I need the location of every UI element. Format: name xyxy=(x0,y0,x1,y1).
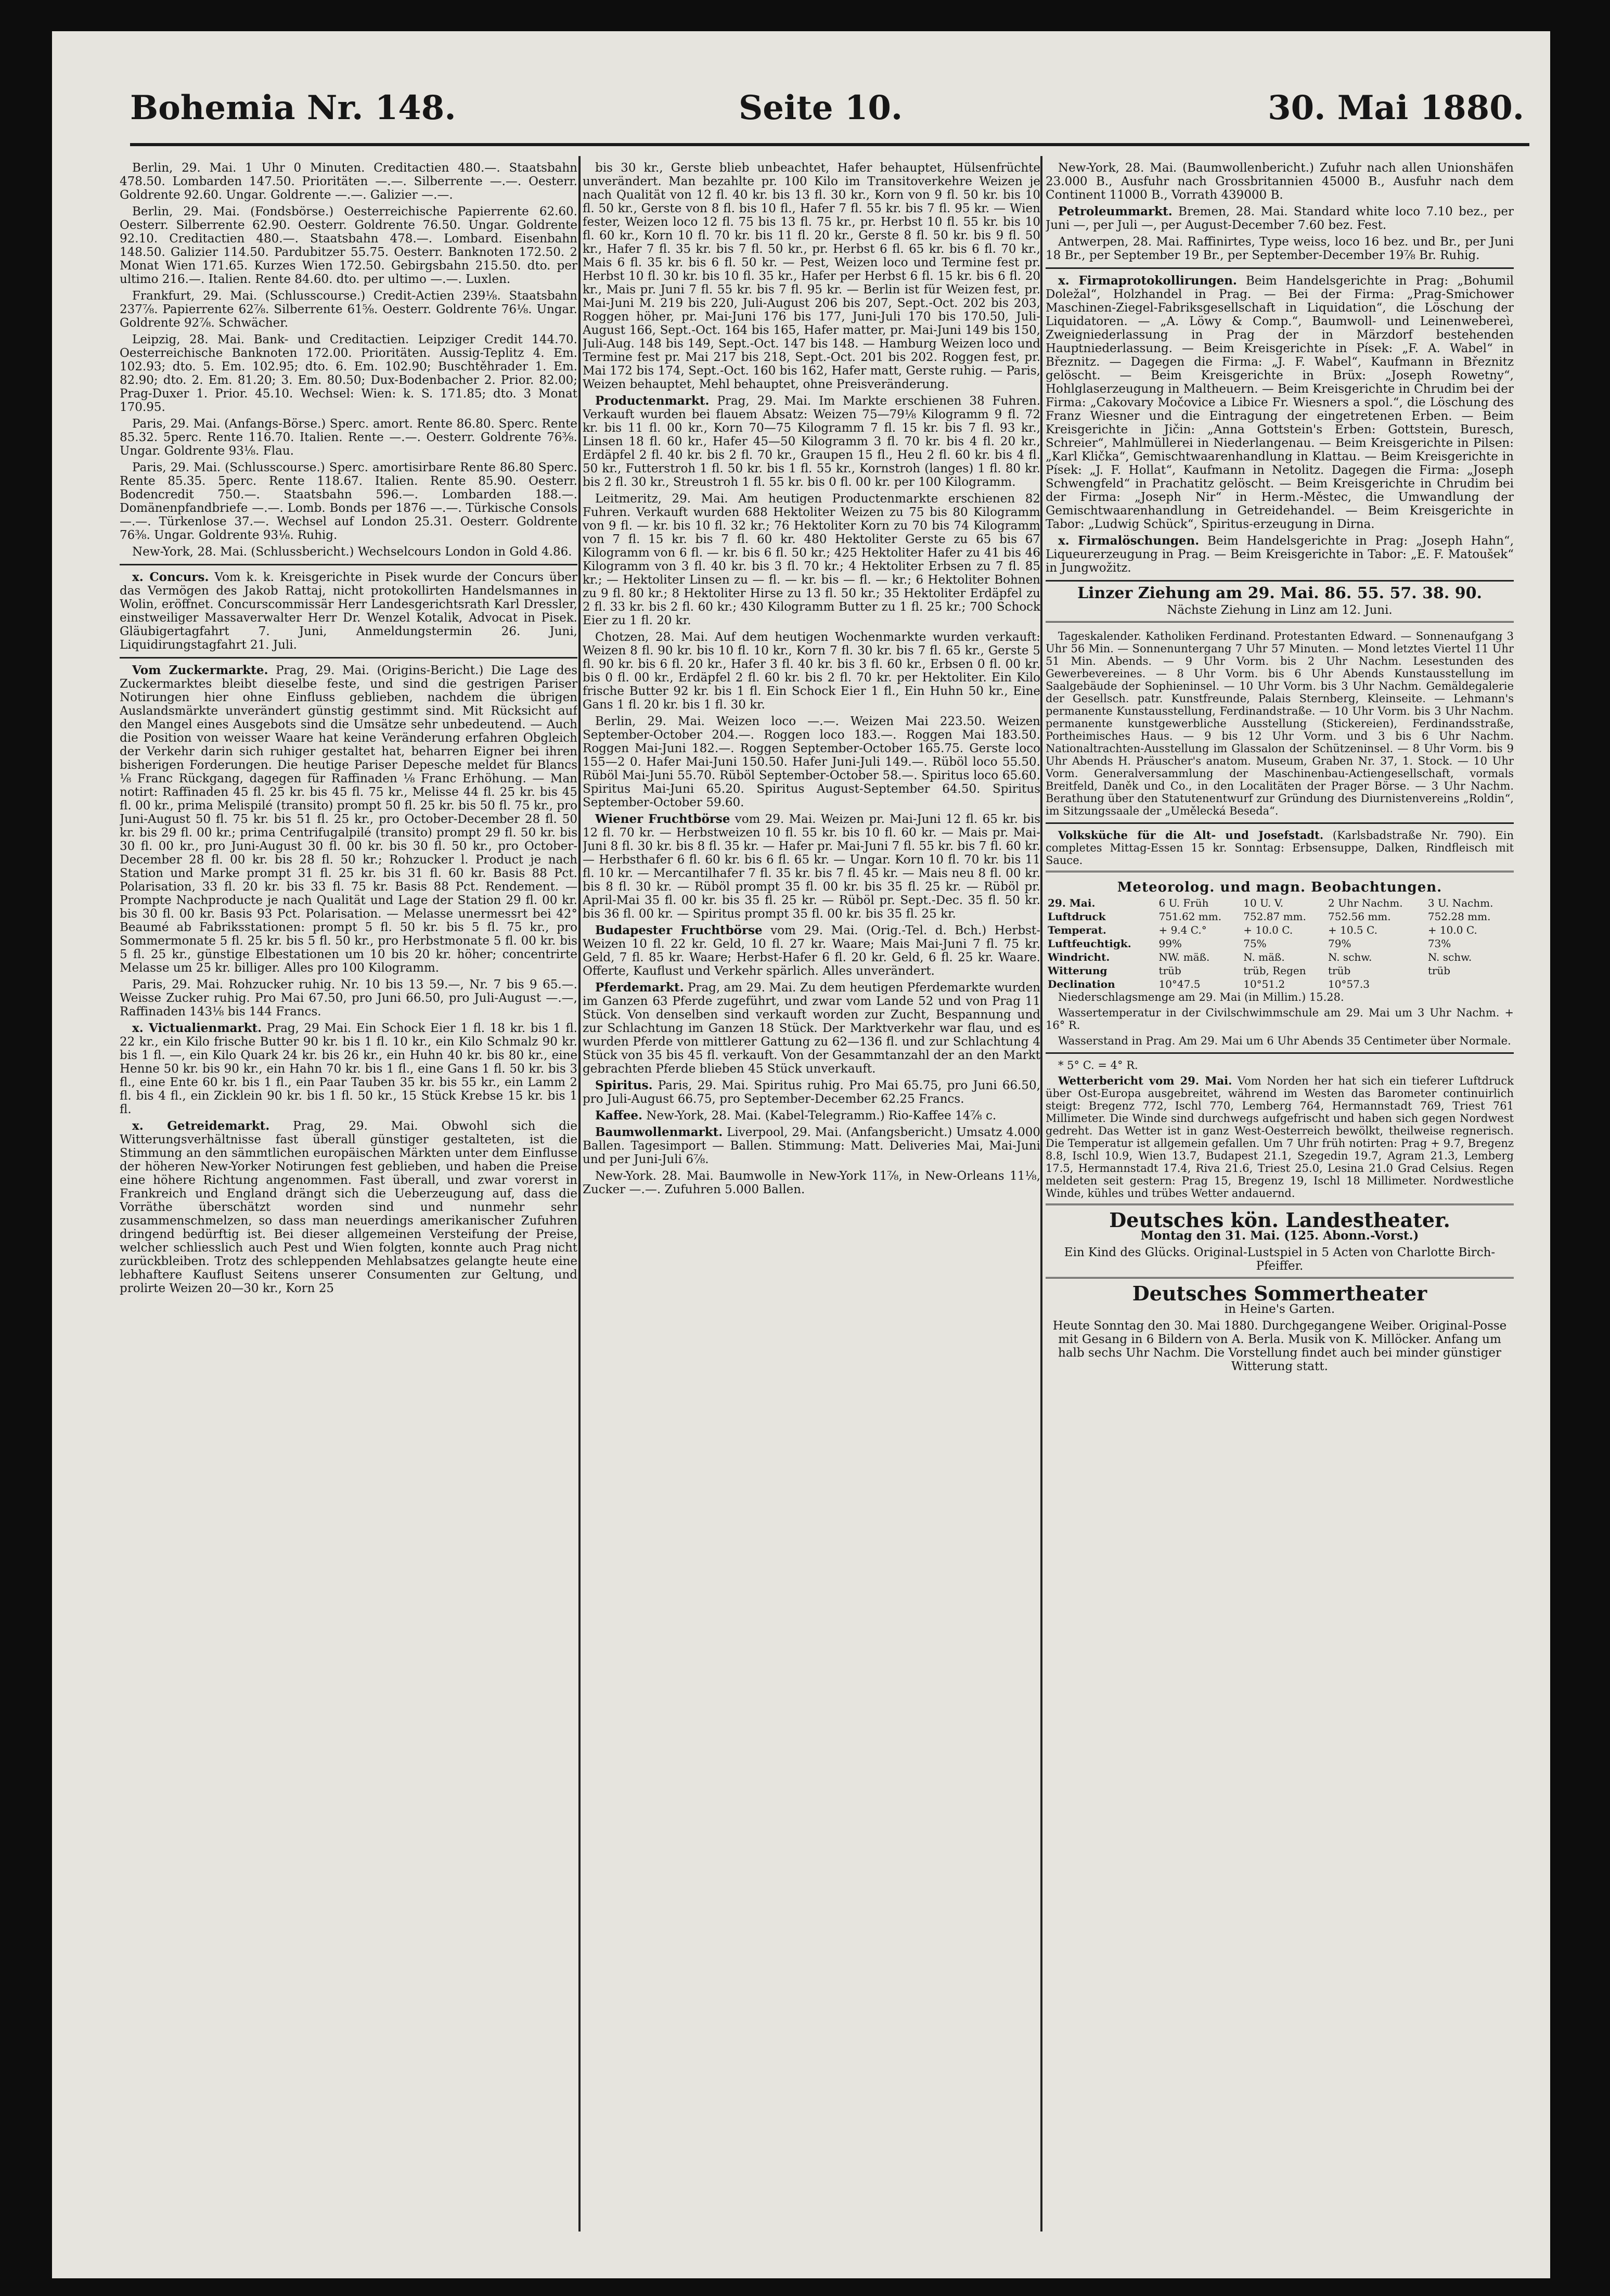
weather-observations-heading: Meteorolog. und magn. Beobachtungen. xyxy=(1117,880,1442,895)
water-temperature-note: Wassertemperatur in der Civilschwimmschule am 29. Mai um 3 Uhr Nachm. + 16° R. xyxy=(1046,1007,1514,1031)
section-divider xyxy=(1046,1277,1514,1282)
leitmeritz-report: Leitmeritz, 29. Mai. Am heutigen Productenmarkte erschienen 82 Fuhren. Verkauft wurden 688 Hektoliter Weizen zu 75 bis 80 Kilogramm von 9 fl. — kr. bis 10 fl. 32 kr.; 76 Hektoliter Korn zu 70 bis 74 Kilogramm von 7 fl. 15 kr. bis 7 fl. 60 kr. 480 Hektoliter Gerste zu 65 bis 67 Kilogramm von 6 fl. — kr. bis 6 fl. 50 kr.; 425 Hektoliter Hafer zu 41 bis 46 Kilogramm von 3 fl. 40 kr. bis 3 fl. 70 kr.; 4 Hektoliter Erbsen zu 7 fl. 85 kr.; — Hektoliter Linsen zu — fl. — kr. bis — fl. — kr.; 6 Hektoliter Bohnen zu 9 fl. 80 kr.; 8 Hektoliter Hirse zu 13 fl. 50 kr.; 35 Hektoliter Erdäpfel zu 2 fl. 33 kr. bis 2 fl. 60 kr.; 430 Kilogramm Butter zu 1 fl. 25 kr.; 700 Schock Eier zu 1 fl. 20 kr. xyxy=(583,492,1040,627)
next-draw: Nächste Ziehung in Linz am 12. Juni. xyxy=(1167,603,1393,617)
antwerp-report: Antwerpen, 28. Mai. Raffinirtes, Type weiss, loco 16 bez. und Br., per Juni 18 Br., per September 19 Br., per September-December 19⅞ Br. Ruhig. xyxy=(1046,235,1514,262)
cotton-market-report: Baumwollenmarkt. Liverpool, 29. Mai. (Anfangsbericht.) Umsatz 4.000 Ballen. Tagesimport — Ballen. Stimmung: Matt. Deliveries Mai, Mai-Juni und per Juni-Juli 6⅞. xyxy=(583,1125,1040,1166)
section-divider xyxy=(1046,621,1514,626)
stock-report: Frankfurt, 29. Mai. (Schlusscourse.) Credit-Actien 239⅛. Staatsbahn 237⅞. Papierrente 62⅞. Silberrente 61⅝. Oesterr. Goldrente 76⅛. Ungar. Goldrente 92⅞. Schwächer. xyxy=(120,289,577,330)
masthead-issue: Bohemia Nr. 148. xyxy=(130,88,456,127)
grain-market-continued: bis 30 kr., Gerste blieb unbeachtet, Hafer behauptet, Hülsenfrüchte unverändert. Man bezahlte pr. 100 Kilo im Transitoverkehre Weizen je nach Qualität von 12 fl. 40 kr. bis 13 fl. 30 kr., Korn von 9 fl. 50 kr. bis 10 fl. 50 kr., Gerste von 8 fl. bis 10 fl., Hafer 7 fl. 55 kr. bis 7 fl. 95 kr. — Wien fester, Weizen loco 12 fl. 75 bis 13 fl. 75 kr., pr. Herbst 10 fl. 55 kr. bis 10 fl. 60 kr., Korn 10 fl. 70 kr. bis 11 fl. 20 kr., Gerste 8 fl. 50 kr. bis 9 fl. 50 kr., Hafer 7 fl. 35 kr. bis 7 fl. 50 kr., pr. Herbst 6 fl. 65 kr. bis 6 fl. 70 kr., Mais 6 fl. 35 kr. bis 6 fl. 50 kr. — Pest, Weizen loco und Termine fest pr. Herbst 10 fl. 30 kr. bis 10 fl. 35 kr., Hafer per Herbst 6 fl. 15 kr. bis 6 fl. 20 kr., Mais pr. Juni 7 fl. 55 kr. bis 7 fl. 95 kr. — Berlin ist für Weizen fest, pr. Mai-Juni M. 219 bis 220, Juli-August 206 bis 207, Sept.-Oct. 202 bis 203, Roggen höher, pr. Mai-Juni 176 bis 177, Juni-Juli 170 bis 170.50, Juli-August 166, Sept.-Oct. 164 bis 165, Hafer matter, pr. Mai-Juni 149 bis 150, Juli-Aug. 148 bis 149, Sept.-Oct. 147 bis 148. — Hamburg Weizen loco und Termine fest pr. Mai 217 bis 218, Sept.-Oct. 201 bis 202. Roggen fest, pr. Mai 172 bis 174, Sept.-Oct. 160 bis 162, Hafer matt, Gerste ruhig. — Paris, Weizen behauptet, Mehl behauptet, ohne Preisveränderung. xyxy=(583,161,1040,391)
victuals-market-report: x. Victualienmarkt. Prag, 29 Mai. Ein Schock Eier 1 fl. 18 kr. bis 1 fl. 22 kr., ein Kilo frische Butter 90 kr. bis 1 fl. 10 kr., ein Kilo Schmalz 90 kr. bis 1 fl. —, ein Kilo Quark 24 kr. bis 26 kr., ein Huhn 40 kr. bis 80 kr., eine Henne 50 kr. bis 90 kr., ein Hahn 70 kr. bis 1 fl., eine Gans 1 fl. 50 kr. bis 3 fl., eine Ente 60 kr. bis 1 fl., ein Paar Tauben 35 kr. bis 55 kr., ein Lamm 2 fl. bis 4 fl., ein Zicklein 90 kr. bis 1 fl. 50 kr., 15 Stück Krebse 15 kr. bis 1 fl. xyxy=(120,1021,577,1116)
table-header-row: 29. Mai. 6 U. Früh 10 U. V. 2 Uhr Nachm. 3 U. Nachm. xyxy=(1048,897,1493,909)
section-divider xyxy=(120,657,577,659)
stock-report: Berlin, 29. Mai. 1 Uhr 0 Minuten. Creditactien 480.—. Staatsbahn 478.50. Lombarden 147.50. Prioritäten —.—. Silberrente —.—. Oesterr. Goldrente 92.60. Ungar. Goldrente —.—. Galizier —.—. xyxy=(120,161,577,202)
column-divider xyxy=(1040,156,1042,2231)
section-divider xyxy=(1046,1204,1514,1208)
stock-report: Berlin, 29. Mai. (Fondsbörse.) Oesterreichische Papierrente 62.60. Oesterr. Silberrente 62.90. Oesterr. Goldrente 76.50. Ungar. Goldrente 92.10. Creditactien 480.—. Staatsbahn 478.—. Lombard. Eisenbahn 148.50. Galizier 114.50. Pardubitzer 55.75. Oesterr. Banknoten 172.50. 2 Monat Wien 171.65. Kurzes Wien 172.50. Gebirgsbahn 215.50. dto. per ultimo 216.—. Italien. Rente 84.60. dto. per ultimo —.—. Luxlen. xyxy=(120,205,577,286)
issue-date: 30. Mai 1880. xyxy=(1268,88,1524,127)
newyork-cotton-bulletin: New-York, 28. Mai. (Baumwollenbericht.) Zufuhr nach allen Unionshäfen 23.000 B., Ausfuhr nach Grossbritannien 45000 B., Ausfuhr nach dem Continent 11000 B., Vorrath 439000 B. xyxy=(1046,161,1514,202)
section-divider xyxy=(1046,871,1514,875)
landestheater-title: Deutsches kön. Landestheater. xyxy=(1109,1208,1450,1232)
table-row: Windricht. NW. mäß. N. mäß. N. schw. N. schw. xyxy=(1048,951,1472,963)
firm-deletions: x. Firmalöschungen. Beim Handelsgerichte in Prag: „Joseph Hahn“, Liqueurerzeugung in Prag. — Beim Kreisgerichte in Tabor: „E. F. Matoušek“ in Jungwožitz. xyxy=(1046,534,1514,575)
header-rule xyxy=(130,143,1529,146)
section-divider xyxy=(1046,1052,1514,1054)
section-divider xyxy=(1046,822,1514,824)
budapest-exchange-report: Budapester Fruchtbörse vom 29. Mai. (Orig.-Tel. d. Bch.) Herbst-Weizen 10 fl. 22 kr. Geld, 10 fl. 27 kr. Waare; Mais Mai-Juni 7 fl. 75 kr. Geld, 7 fl. 85 kr. Waare; Herbst-Hafer 6 fl. 20 kr. Geld, 6 fl. 25 kr. Waare. Offerte, Kauflust und Verkehr spärlich. Alles unverändert. xyxy=(583,923,1040,978)
sommertheater-venue: in Heine's Garten. xyxy=(1224,1302,1335,1316)
grain-market-report: x. Getreidemarkt. Prag, 29. Mai. Obwohl sich die Witterungsverhältnisse fast überall günstiger gestalteten, ist die Stimmung an den sämmtlichen europäischen Märkten unter dem Einflusse der höheren New-Yorker Notirungen fest geblieben, und haben die Preise eine höhere Richtung angenommen. Fast überall, und zwar vorerst in Frankreich und England drängt sich die Ueberzeugung auf, dass die Vorräthe überschätzt worden sind und nunmehr sehr zusammenschmelzen, so dass man neuerdings amerikanischer Zufuhren dringend bedürftig ist. Bei dieser allgemeinen Versteifung der Preise, welcher schliesslich auch Pest und Wien folgten, konnte auch Prag nicht zurückbleiben. Trotz des schleppenden Mehlabsatzes gelangte heute eine lebhaftere Kauflust Seitens unserer Consumenten zur Geltung, und prolirte Weizen 20—30 kr., Korn 25 xyxy=(120,1119,577,1295)
soup-kitchen-notice: Volksküche für die Alt- und Josefstadt. (Karlsbadstraße Nr. 790). Ein completes Mittag-Essen 15 kr. Sonntag: Erbsensuppe, Dalken, Rindfleisch mit Sauce. xyxy=(1046,829,1514,867)
newyork-cotton-report: New-York. 28. Mai. Baumwolle in New-York 11⅞, in New-Orleans 11⅛, Zucker —.—. Zufuhren 5.000 Ballen. xyxy=(583,1169,1040,1196)
stock-report: Leipzig, 28. Mai. Bank- und Creditactien. Leipziger Credit 144.70. Oesterreichische Banknoten 172.00. Prioritäten. Aussig-Teplitz 4. Em. 102.93; dto. 5. Em. 102.95; dto. 6. Em. 102.90; Buschtěhrader 1. Em. 82.90; dto. 2. Em. 81.20; 3. Em. 80.50; Dux-Bodenbacher 2. Prior. 82.00; Prag-Duxer 1. Prior. 45.10. Wechsel: Wien: k. S. 171.85; dto. 3 Monat 170.95. xyxy=(120,333,577,414)
paris-sugar-report: Paris, 29. Mai. Rohzucker ruhig. Nr. 10 bis 13 59.—, Nr. 7 bis 9 65.—. Weisse Zucker ruhig. Pro Mai 67.50, pro Juni 66.50, pro Juli-August —.—, Raffinaden 143⅛ bis 144 Francs. xyxy=(120,978,577,1018)
chotzen-report: Chotzen, 28. Mai. Auf dem heutigen Wochenmarkte wurden verkauft: Weizen 8 fl. 90 kr. bis 10 fl. 10 kr., Korn 7 fl. 30 kr. bis 7 fl. 65 kr., Gerste 5 fl. 90 kr. bis 6 fl. 20 kr., Hafer 3 fl. 40 kr. bis 3 fl. 60 kr., Erbsen 0 fl. 00 kr. bis 0 fl. 00 kr., Erdäpfel 2 fl. 60 kr. bis 2 fl. 70 kr. per Hektoliter. Ein Kilo frische Butter 92 kr. bis 1 fl. Ein Schock Eier 1 fl., Ein Huhn 50 kr., Eine Gans 1 fl. 20 kr. bis 1 fl. 30 kr. xyxy=(583,630,1040,712)
berlin-produce-report: Berlin, 29. Mai. Weizen loco —.—. Weizen Mai 223.50. Weizen September-October 204.—. Roggen loco 183.—. Roggen Mai 183.50. Roggen Mai-Juni 182.—. Roggen September-October 165.75. Gerste loco 155—2 0. Hafer Mai-Juni 150.50. Hafer Juni-Juli 149.—. Rüböl loco 55.50. Rüböl Mai-Juni 55.70. Rüböl September-October 58.—. Spiritus loco 65.60. Spiritus Mai-Juni 65.20. Spiritus August-September 64.50. Spiritus September-October 59.60. xyxy=(583,715,1040,809)
page-number: Seite 10. xyxy=(739,88,903,127)
page-header xyxy=(130,88,1524,135)
spirits-report: Spiritus. Paris, 29. Mai. Spiritus ruhig. Pro Mai 65.75, pro Juni 66.50, pro Juli-August 66.75, pro September-December 62.25 Francs. xyxy=(583,1078,1040,1106)
produce-market-report: Productenmarkt. Prag, 29. Mai. Im Markte erschienen 38 Fuhren. Verkauft wurden bei flauem Absatz: Weizen 75—79⅛ Kilogramm 9 fl. 72 kr. bis 11 fl. 00 kr., Korn 70—75 Kilogramm 7 fl. 15 kr. bis 7 fl. 93 kr., Linsen 18 fl. 60 kr., Hafer 45—50 Kilogramm 3 fl. 70 kr. bis 4 fl. 20 kr., Erdäpfel 2 fl. 40 kr. bis 2 fl. 70 kr., Graupen 15 fl., Heu 2 fl. 60 kr. bis 4 fl. 50 kr., Futterstroh 1 fl. 50 kr. bis 1 fl. 55 kr., Kornstroh (langes) 1 fl. 80 kr. bis 2 fl. 30 kr., Streustroh 1 fl. 55 kr. bis 0 fl. 00 kr. per 100 Kilogramm. xyxy=(583,394,1040,489)
stock-report: Paris, 29. Mai. (Schlusscourse.) Sperc. amortisirbare Rente 86.80 Sperc. Rente 85.35. 5perc. Rente 118.67. Italien. Rente 85.90. Oesterr. Bodencredit 750.—. Staatsbahn 596.—. Lombarden 188.—. Domänenpfandbriefe —.—. Lomb. Bonds per 1876 —.—. Türkische Consols —.—. Türkenlose 37.—. Wechsel auf London 25.31. Oesterr. Goldrente 76⅜. Ungar. Goldrente 93⅛. Ruhig. xyxy=(120,461,577,542)
firm-registrations: x. Firmaprotokollirungen. Beim Handelsgerichte in Prag: „Bohumil Doležal“, Holzhandel in Prag. — Bei der Firma: „Prag-Smichower Maschinen-Ziegel-Fabriksgesellschaft in Liquidation“, die Löschung der Liquidatoren. — „A. Löwy & Comp.“, Baumwoll- und Leinenwebereì, Zweigniederlassung in Prag der in Märzdorf bestehenden Hauptniederlassung. — Beim Kreisgerichte in Písek: „F. A. Wabel“ in Březnitz. — Dagegen die Firma: „J. F. Wabel“, Kaufmann in Březnitz gelöscht. — Beim Kreisgerichte in Brüx: „Joseph Rowetny“, Hohlglaserzeugung in Maltheuern. — Beim Kreisgerichte in Chrudim bei der Firma: „Cakovary Močovice a Libice Fr. Wiesners a spol.“, die Löschung des Franz Wiesner und die Eintragung der eingetretenen Erben. — Beim Kreisgerichte in Jičin: „Anna Gottstein's Erben: Gottstein, Buresch, Schreier“, Mahlmüllerei in Niederlangenau. — Beim Kreisgerichte in Pilsen: „Karl Klička“, Gemischtwaarenhandlung in Klattau. — Beim Kreisgerichte in Písek: „J. F. Hollat“, Kaufmann in Netolitz. Dagegen die Firma: „Joseph Schwengfeld“ in Prachatitz gelöscht. — Beim Kreisgerichte in Chrudim bei der Firma: „Joseph Nir“ in Herm.-Městec, die Umwandlung der Gemischtwaarenhandlung in Getreidehandel. — Beim Kreisgerichte in Tabor: „Ludwig Schück“, Spiritus-erzeugung in Dirna. xyxy=(1046,274,1514,531)
day-calendar: Tageskalender. Katholiken Ferdinand. Protestanten Edward. — Sonnenaufgang 3 Uhr 56 Min. — Sonnenuntergang 7 Uhr 57 Minuten. — Mond letztes Viertel 11 Uhr 51 Min. Abends. — 9 Uhr Vorm. bis 2 Uhr Nachm. Lesestunden des Gewerbevereines. — 8 Uhr Vorm. bis 6 Uhr Abends Kunstausstellung im Saalgebäude der Sophieninsel. — 10 Uhr Vorm. bis 3 Uhr Nachm. Gemäldegalerie der Gesellsch. patr. Kunstfreunde, Palais Sternberg, Kleinseite. — Lehmann's permanente Kunstausstellung, Ferdinandstraße. — 10 Uhr Vorm. bis 3 Uhr Nachm. permanente kunstgewerbliche Ausstellung (Stickereien), Ferdinandsstraße, Portheimisches Haus. — 9 bis 12 Uhr Vorm. und 3 bis 6 Uhr Nachm. Nationaltrachten-Ausstellung im Glassalon der Schützeninsel. — 8 Uhr Vorm. bis 9 Uhr Abends H. Präuscher's anatom. Museum, Graben Nr. 37, 1. Stock. — 10 Uhr Vorm. Generalversammlung der Maschinenbau-Actiengesellschaft, vormals Breitfeld, Daněk und Co., in den Localitäten der Prager Börse. — 3 Uhr Nachm. Berathung über den Statutenentwurf zur Gründung des Diurnistenvereins „Roldin“, im Sitzungssaale der „Umělecká Beseda“. xyxy=(1046,630,1514,817)
landestheater-play: Ein Kind des Glücks. Original-Lustspiel in 5 Acten von Charlotte Birch-Pfeiffer. xyxy=(1064,1246,1496,1273)
sommertheater-program: Heute Sonntag den 30. Mai 1880. Durchgegangene Weiber. Original-Posse mit Gesang in 6 Bildern von A. Berla. Musik von K. Millöcker. Anfang um halb sechs Uhr Nachm. Die Vorstellung findet auch bei minder günstiger Witterung statt. xyxy=(1052,1319,1507,1373)
table-row: Luftfeuchtigk. 99% 75% 79% 73% xyxy=(1048,937,1451,950)
column-3 xyxy=(1046,161,1514,2231)
stock-report: New-York, 28. Mai. (Schlussbericht.) Wechselcours London in Gold 4.86. xyxy=(132,545,572,559)
column-1 xyxy=(120,161,577,2231)
coffee-report: Kaffee. New-York, 28. Mai. (Kabel-Telegramm.) Rio-Kaffee 14⅞ c. xyxy=(595,1108,997,1123)
temperature-conversion: * 5° C. = 4° R. xyxy=(1058,1059,1138,1072)
weather-table xyxy=(1046,896,1514,991)
concurs-notice: x. Concurs. Vom k. k. Kreisgerichte in Pisek wurde der Concurs über das Vermögen des Jakob Rattaj, nicht protokollirten Handelsmannes in Wolin, eröffnet. Concurscommissär Herr Landesgerichtsrath Karl Dressler, einstweiliger Massaverwalter Herr Dr. Wenzel Kotalik, Advocat in Pisek. Gläubigertagfahrt 7. Juni, Anmeldungstermin 26. Juni, Liquidirungstagfahrt 21. Juli. xyxy=(120,570,577,652)
newspaper-page xyxy=(52,31,1550,2278)
stock-report: Paris, 29. Mai. (Anfangs-Börse.) Sperc. amort. Rente 86.80. Sperc. Rente 85.32. 5perc. Rente 116.70. Italien. Rente —.—. Oesterr. Goldrente 76⅜. Ungar. Goldrente 93⅛. Flau. xyxy=(120,417,577,458)
column-divider xyxy=(578,156,581,2231)
water-level-note: Wasserstand in Prag. Am 29. Mai um 6 Uhr Abends 35 Centimeter über Normale. xyxy=(1058,1035,1511,1047)
vienna-exchange-report: Wiener Fruchtbörse vom 29. Mai. Weizen pr. Mai-Juni 12 fl. 65 kr. bis 12 fl. 70 kr. — Herbstweizen 10 fl. 55 kr. bis 10 fl. 60 kr. — Mais pr. Mai-Juni 8 fl. 30 kr. bis 8 fl. 35 kr. — Hafer pr. Mai-Juni 7 fl. 55 kr. bis 7 fl. 60 kr. — Herbsthafer 6 fl. 60 kr. bis 6 fl. 65 kr. — Ungar. Korn 10 fl. 70 kr. bis 11 fl. 10 kr. — Mercantilhafer 7 fl. 35 kr. bis 7 fl. 45 kr. — Mais neu 8 fl. 00 kr. bis 8 fl. 30 kr. — Rüböl prompt 35 fl. 00 kr. bis 35 fl. 25 kr. — Rüböl pr. April-Mai 35 fl. 00 kr. bis 35 fl. 25 kr. — Rüböl pr. Sept.-Dec. 35 fl. 50 kr. bis 36 fl. 00 kr. — Spiritus prompt 35 fl. 00 kr. bis 35 fl. 25 kr. xyxy=(583,812,1040,921)
petroleum-report: Petroleummarkt. Bremen, 28. Mai. Standard white loco 7.10 bez., per Juni —, per Juli —, per August-December 7.60 bez. Fest. xyxy=(1046,204,1514,232)
table-row: Declination 10°47.5 10°51.2 10°57.3 xyxy=(1048,978,1370,990)
section-divider xyxy=(1046,580,1514,582)
section-divider xyxy=(1046,267,1514,269)
table-row: Luftdruck 751.62 mm. 752.87 mm. 752.56 mm. 752.28 mm. xyxy=(1048,910,1491,923)
table-row: Temperat. + 9.4 C.° + 10.0 C. + 10.5 C. + 10.0 C. xyxy=(1048,924,1477,936)
column-2 xyxy=(583,161,1040,2231)
precipitation-note: Niederschlagsmenge am 29. Mai (in Millim.) 15.28. xyxy=(1058,991,1344,1003)
landestheater-date: Montag den 31. Mai. (125. Abonn.-Vorst.) xyxy=(1140,1229,1419,1243)
sugar-market-report: Vom Zuckermarkte. Prag, 29. Mai. (Origins-Bericht.) Die Lage des Zuckermarktes bleibt dieselbe feste, und sind die gestrigen Pariser Notirungen hier ohne Einfluss geblieben, nachdem die übrigen Auslandsmärkte unverändert günstig gestimmt sind. Mit Rücksicht auf den Mangel eines Ausgebots sind die Umsätze sehr unbedeutend. — Auch die Position von weisser Waare hat keine Veränderung erfahren Obgleich der Verkehr darin sich ruhiger gestaltet hat, beharren Eigner bei ihren bisherigen Forderungen. Die heutige Pariser Depesche meldet für Blancs ⅛ Franc Rückgang, dagegen für Raffinaden ⅛ Franc Erhöhung. — Man notirt: Raffinaden 45 fl. 25 kr. bis 45 fl. 75 kr., Melisse 44 fl. 25 kr. bis 45 fl. 00 kr., prima Melispilé (transito) prompt 50 fl. 25 kr. bis 50 fl. 75 kr., pro Juni-August 50 fl. 75 kr. bis 51 fl. 25 kr., pro October-December 28 fl. 50 kr. bis 29 fl. 00 kr.; prima Centrifugalpilé (transito) prompt 29 fl. 50 kr. bis 30 fl. 00 kr., pro Juni-August 30 fl. 00 kr. bis 30 fl. 50 kr., pro October-December 28 fl. 00 kr. bis 28 fl. 50 kr.; Rohzucker l. Product je nach Station und Marke prompt 31 fl. 25 kr. bis 31 fl. 60 kr. Basis 88 Pct. Polarisation, 33 fl. 20 kr. bis 33 fl. 75 kr. Basis 88 Pct. Rendement. — Prompte Nachproducte je nach Qualität und Lage der Station 29 fl. 00 kr. bis 30 fl. 00 kr. Basis 93 Pct. Polarisation. — Melasse unermessrt bei 42° Beaumé ab Fabriksstationen: prompt 5 fl. 50 kr. bis 5 fl. 75 kr., pro Sommermonate 5 fl. 25 kr. bis 5 fl. 50 kr., pro Herbstmonate 5 fl. 00 kr. bis 5 fl. 25 kr., günstige Elbestationen um 10 bis 20 kr. höher; concentrirte Melasse um 25 kr. billiger. Alles pro 100 Kilogramm. xyxy=(120,663,577,975)
sommertheater-title: Deutsches Sommertheater xyxy=(1132,1282,1427,1305)
weather-report: Wetterbericht vom 29. Mai. Vom Norden her hat sich ein tieferer Luftdruck über Ost-Europa ausgebreitet, während im Westen das Barometer continuirlich steigt: Bregenz 772, Ischl 770, Lemberg 764, Hermannstadt 769, Triest 761 Millimeter. Die Winde sind durchwegs aufgefrischt und haben sich gegen Nordwest gedreht. Das Wetter ist in ganz West-Oesterreich bewölkt, theilweise regnerisch. Die Temperatur ist allgemein gefallen. Um 7 Uhr früh notirten: Prag + 9.7, Bregenz 8.8, Ischl 10.9, Wien 13.7, Budapest 21.1, Szegedin 19.7, Agram 21.3, Lemberg 17.5, Hermannstadt 17.4, Riva 21.6, Triest 25.0, Lesina 21.0 Grad Celsius. Regen meldeten seit gestern: Prag 15, Bregenz 19, Ischl 18 Millimeter. Nordwestliche Winde, kühles und trübes Wetter andauernd. xyxy=(1046,1074,1514,1199)
table-row: Witterung trüb trüb, Regen trüb trüb xyxy=(1048,964,1451,977)
lottery-draw: Linzer Ziehung am 29. Mai. 86. 55. 57. 38. 90. xyxy=(1077,584,1482,602)
section-divider xyxy=(120,564,577,565)
horse-market-report: Pferdemarkt. Prag, am 29. Mai. Zu dem heutigen Pferdemarkte wurden im Ganzen 63 Pferde zugeführt, und zwar vom Lande 52 und von Prag 11 Stück. Von denselben sind verkauft worden zur Zucht, Bespannung und zur Schlachtung im Ganzen 18 Stück. Der Marktverkehr war flau, und es wurden Pferde von mittlerer Gattung zu 62—136 fl. und zur Schlachtung 4 Stück von 35 bis 45 fl. verkauft. Von der Gesammtanzahl der an den Markt gebrachten Pferde blieben 45 Stück unverkauft. xyxy=(583,981,1040,1076)
